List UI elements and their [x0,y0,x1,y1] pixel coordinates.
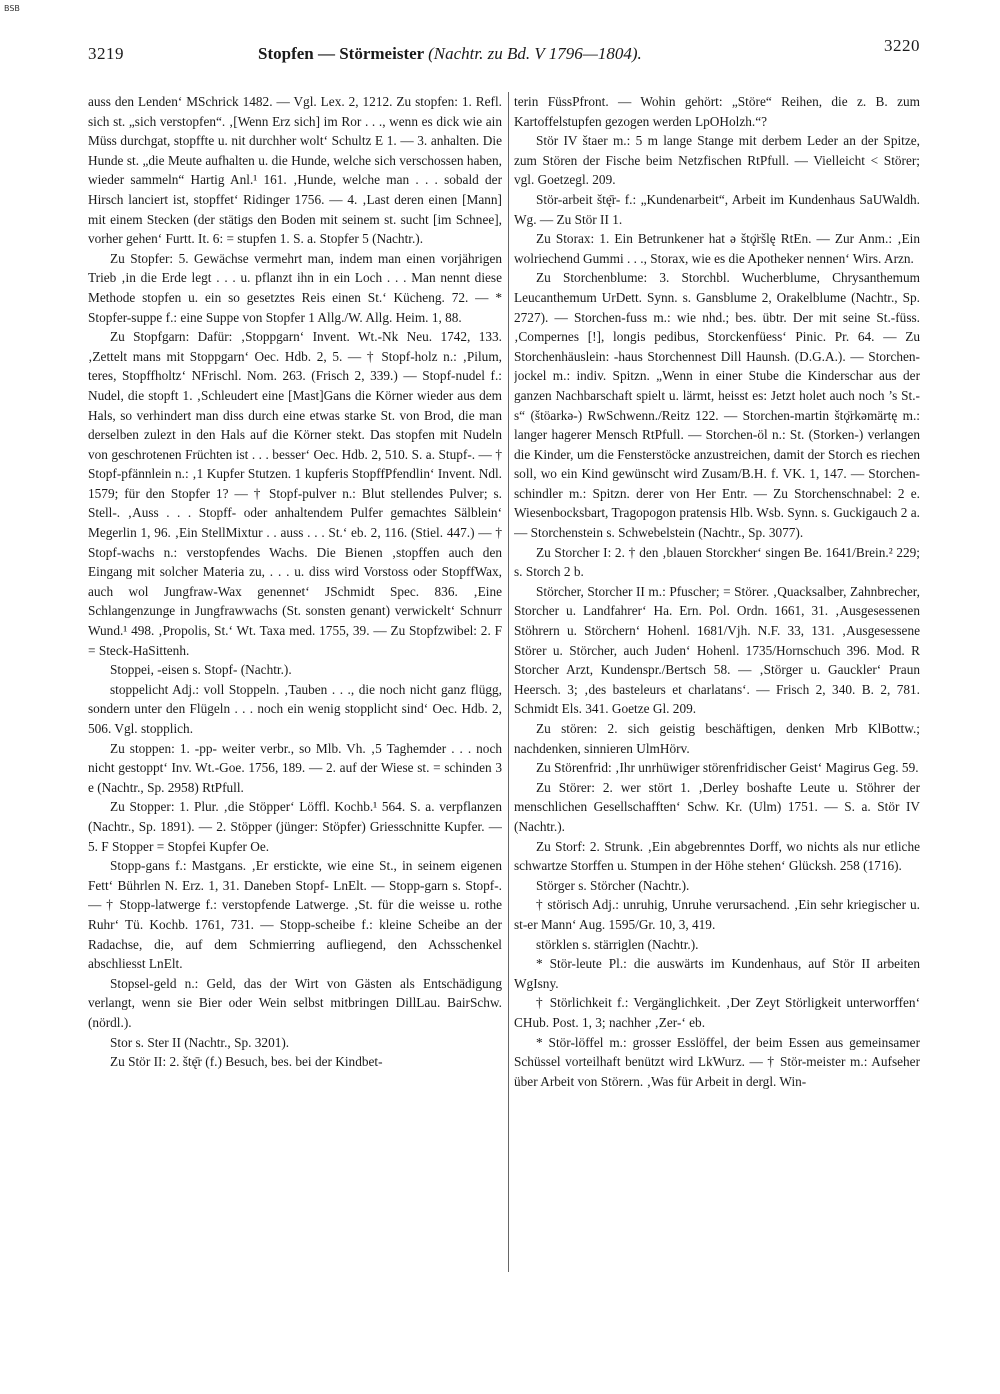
entry: Stör-arbeit štę̄r- f.: „Kundenarbeit“, Arbeit im Kundenhaus SaUWaldh. Wg. — Zu Stör II 1. [514,191,920,227]
entry: störklen s. stärriglen (Nachtr.). [536,936,699,952]
column-divider [508,92,509,1272]
entry: Stoppei, -eisen s. Stopf- (Nachtr.). [110,662,292,678]
entry: Zu Stopper: 1. Plur. ‚die Stöpper‘ Löffl. Kochb.¹ 564. S. a. verpflanzen (Nachtr., Sp. 1891). — 2. Stöpper (jünger: Stöpfer) Griesschnitte Kupfer. — 5. F Stopper = Stopfei Kupfer Oe. [88,799,502,854]
entry: * Stör-leute Pl.: die auswärts im Kundenhaus, auf Stör II arbeiten WgIsny. [514,956,920,991]
running-title-main: Stopfen — Störmeister [258,44,424,63]
entry: Stopp-gans f.: Mastgans. ‚Er erstickte, wie eine St., in seinem eigenen Fett‘ Bührlen N. Erz. 1, 31. Daneben Stopf- LnElt. — Stopp-garn s. Stopf-. — † Stopp-latwerge f.: verstopfende Latwerge. ‚St. für die weisse u. rothe Ruhr‘ Tü. Kochb. 1761, 731. — Stopp-scheibe f.: kleine Scheibe an der Radachse, die, auf dem Schmierring aufliegend, den Achsschenkel abschliesst LnElt. [88,858,502,972]
page-header [88,36,920,66]
page-number-left: 3219 [88,44,124,63]
running-title [258,44,642,64]
entry: Zu Stopfgarn: Dafür: ‚Stoppgarn‘ Invent. Wt.-Nk Neu. 1742, 133. ‚Zettelt mans mit Stoppgarn‘ Oec. Hdb. 2, 5. — † Stopf-holz n.: ‚Pilum, teres, Stopffholtz‘ NFrischl. Nom. 263. (Frisch 2, 339.) — Stopf-nudel f.: Nudel, die stopft 1. ‚Schleudert eine [Mast]Gans die Körner wieder aus dem Hals, so verhindert man diss durch eine etwas starke St. von Brod, die man derselben zulezt in den Hals auf die Körner stekt. Das stopfen mit Nudeln von geschrotenen Früchten ist . . . besser‘ Oec. Hdb. 2, 510. S. a. Stupf-. — † Stopf-pfännlein n.: ‚1 Kupfer Stutzen. 1 kupferis StopffPfendlin‘ Invent. Ndl. 1579; für den Stopfer 1? — † Stopf-pulver n.: Blut stellendes Pulver; s. Stell-. ‚Auss . . . Stopff- oder anhaltendem Pulfer gemachtes Sälblein‘ Megerlin 1, 96. ‚Ein StellMixtur . . auss . . . St.‘ eb. 2, 116. (Stiel. 447.) — † Stopf-wachs n.: verstopfendes Wachs. Die Bienen ‚stopffen auch den Eingang mit solcher Materia zu, . . . u. diss wird Vorstoss oder StopffWax, auch wol Jungfraw-Wax genennet‘ JSchmidt Spec. 836. ‚Eine Schlangenzunge in Jungfrawwachs (St. sonsten genant) verwickelt‘ Schnurr Wund.¹ 498. ‚Propolis, St.‘ Wt. Taxa med. 1755, 39. — Zu Stopfzwibel: 2. F = Steck-HaSittenh. [88,329,502,658]
entry: † störisch Adj.: unruhig, Unruhe verursachend. ‚Ein sehr kriegischer u. st-er Mann‘ Aug. 1595/Gr. 10, 3, 419. [514,897,920,932]
entry: terin FüssPfront. — Wohin gehört: „Störe“ Reihen, die z. B. zum Kartoffelstupfen gezogen werden LpOHolzh.“? [514,94,920,129]
entry: Störger s. Störcher (Nachtr.). [536,877,690,893]
entry: Zu stören: 2. sich geistig beschäftigen, denken Mrb KlBottw.; nachdenken, sinnieren UlmHörv. [514,721,920,756]
right-column [514,92,920,1382]
library-stamp: BSB [4,4,20,13]
entry: auss den Lenden‘ MSchrick 1482. — Vgl. Lex. 2, 1212. Zu stopfen: 1. Refl. sich st. „sich verstopfen“. ‚[Wenn Erz sich] im Ror . . ., wenn es dick wie ain Müss durchgat, stopffte u. nit durchher wolt‘ Schultz E 1. — 3. anhalten. Die Hunde st. „die Meute aufhalten u. die Hunde, welche sich verschossen haben, wieder sammeln“ Hartig Anl.¹ 161. ‚Hunde, welche man . . . sobald der Hirsch lanciert ist, stopffet‘ Ridinger 1756. — 4. ‚Last deren einen [Mann] mit einem Stecken (der stätigs den Boden mit seinem st. sucht [im Schnee], vorher gehen‘ Furtt. It. 6: = stupfen 1. S. a. Stopfer 5 (Nachtr.). [88,94,502,247]
entry: Zu Stör II: 2. štę̄r (f.) Besuch, bes. bei der Kindbet- [110,1054,383,1070]
entry: Stor s. Ster II (Nachtr., Sp. 3201). [110,1034,290,1050]
entry: stoppelicht Adj.: voll Stoppeln. ‚Tauben . . ., die noch nicht ganz flügg, sondern unter den Flügeln . . . noch ein wenig stopplicht sind‘ Oec. Hdb. 2, 506. Vgl. stopplich. [88,681,502,736]
entry: Zu Storcher I: 2. † den ‚blauen Storckher‘ singen Be. 1641/Brein.² 229; s. Storch 2 b. [514,544,920,580]
entry: Zu Störenfrid: ‚Ihr unrhüwiger störenfridischer Geist‘ Magirus Geg. 59. [536,760,919,776]
entry: Störcher, Storcher II m.: Pfuscher; = Störer. ‚Quacksalber, Zahnbrecher, Storcher u. Landfahrer‘ Ha. Ern. Pol. Ordn. 1661, 31. ‚Ausgesessenen Stöhrern u. Störchern‘ Hohenl. 1681/Vjh. N.F. 33, 131. ‚Ausgesessene Störer u. Störcher, auch Juden‘ Hohenl. 1735/Hornschuch 396. Mod. R Storcher Arzt, Kundenspr./Bertsch 58. — ‚Störger u. Gauckler‘ Praun Heersch. 3; ‚des basteleurs et charlatans‘. — Frisch 2, 340. B. 2, 781. Schmidt Els. 341. Goetze Gl. 209. [514,583,920,717]
entry: * Stör-löffel m.: grosser Esslöffel, der beim Essen aus gemeinsamer Schüssel vorteilhaft benützt wird LkWurz. — † Stör-meister m.: Aufseher über Arbeit von Störern. ‚Was für Arbeit in dergl. Win- [514,1034,920,1089]
entry: Zu Störer: 2. wer stört 1. ‚Derley boshafte Leute u. Stöhrer der menschlichen Gesellschafften‘ Schw. Kr. (Ulm) 1751. — S. a. Stör IV (Nachtr.). [514,779,920,834]
entry: Zu Stopfer: 5. Gewächse vermehrt man, indem man einen vorjährigen Trieb ‚in die Erde legt . . . u. pflanzt ihn in ein Loch . . . Man nennt diese Methode stopfen u. ein so gesetztes Reis einen St.‘ Kücheng. 72. — * Stopfer-suppe f.: eine Suppe von Stopfer 1 Allg./W. Allg. Heim. 1, 88. [88,250,502,325]
entry: Zu stoppen: 1. -pp- weiter verbr., so Mlb. Vh. ‚5 Taghemder . . . noch nicht gestoppt‘ Inv. Wt.-Goe. 1756, 189. — 2. auf der Wiese st. = schinden 3 e (Nachtr., Sp. 2958) RtPfull. [88,740,502,795]
entry: † Störlichkeit f.: Vergänglichkeit. ‚Der Zeyt Störligkeit unterworffen‘ CHub. Post. 1, 3; nachher ‚Zer-‘ eb. [514,995,920,1030]
entry: Stör IV štaer m.: 5 m lange Stange mit derbem Leder an der Spitze, zum Stören der Fische beim Netzfischen RtPfull. — Vielleicht < Störer; vgl. Goetzegl. 209. [514,133,920,188]
running-title-note: (Nachtr. zu Bd. V 1796—1804). [428,44,642,63]
entry: Zu Storf: 2. Strunk. ‚Ein abgebrenntes Dorff, wo nichts als nur etliche schwartze Storffen u. Stumpen in der Höhe stehen‘ Glücksh. 258 (1716). [514,838,920,874]
entry: Zu Storax: 1. Ein Betrunkener hat ə štǫ̈ršlę RtEn. — Zur Anm.: ‚Ein wolriechend Gummi . . ., Storax, wie es die Apotheker nennen‘ Wirs. Arzn. [514,231,920,266]
entry: Zu Storchenblume: 3. Storchbl. Wucherblume, Chrysanthemum Leucanthemum UrDett. Synn. s. Gansblume 2, Orakelblume (Nachtr., Sp. 2727). — Storchen-fuss m.: wie nhd.; bes. übtr. Der mit seine St.-füss. ‚Compernes [!], longis pedibus, Storckenfüess‘ Pinic. Pr. 64. — Zu Storchenhäuslein: -haus Storchennest Dill Haunsh. (D.G.A.). — Storchen-jockel m.: indiv. Spitzn. „Wenn in einer Stube die Kinderschar aus der ganzen Nachbarschaft spielt u. lärmt, heisst es: Jetzt holet auch noch ’s St.-s“ (štöarkə-) RwSchwenn./Reitz 122. — Storchen-martin štǫ̈rkəmärtę m.: langer hagerer Mensch RtPfull. — Storchen-öl n.: St. (Storken-) verlangen die Kinder, um die Fensterstöcke anzustreichen, damit der Storch es riechen soll, wo ein Kind gewünscht wird Zusam/B.H. f. VK. 1, 147. — Storchen-schindler m.: Spitzn. derer von Her Entr. — Zu Storchenschnabel: 2 e. Wiesenbocksbart, Tragopogon pratensis Hlb. Wsb. Synn. s. Guckigauch 2 a. — Storchenstein s. Schwebelstein (Nachtr., Sp. 3077). [514,270,920,541]
page-number-right: 3220 [884,36,920,55]
left-column [88,92,502,1382]
entry: Stopsel-geld n.: Geld, das der Wirt von Gästen als Entschädigung verlangt, wenn sie Bier oder Wein selbst mitbringen DillLau. BairSchw. (nördl.). [88,975,502,1030]
